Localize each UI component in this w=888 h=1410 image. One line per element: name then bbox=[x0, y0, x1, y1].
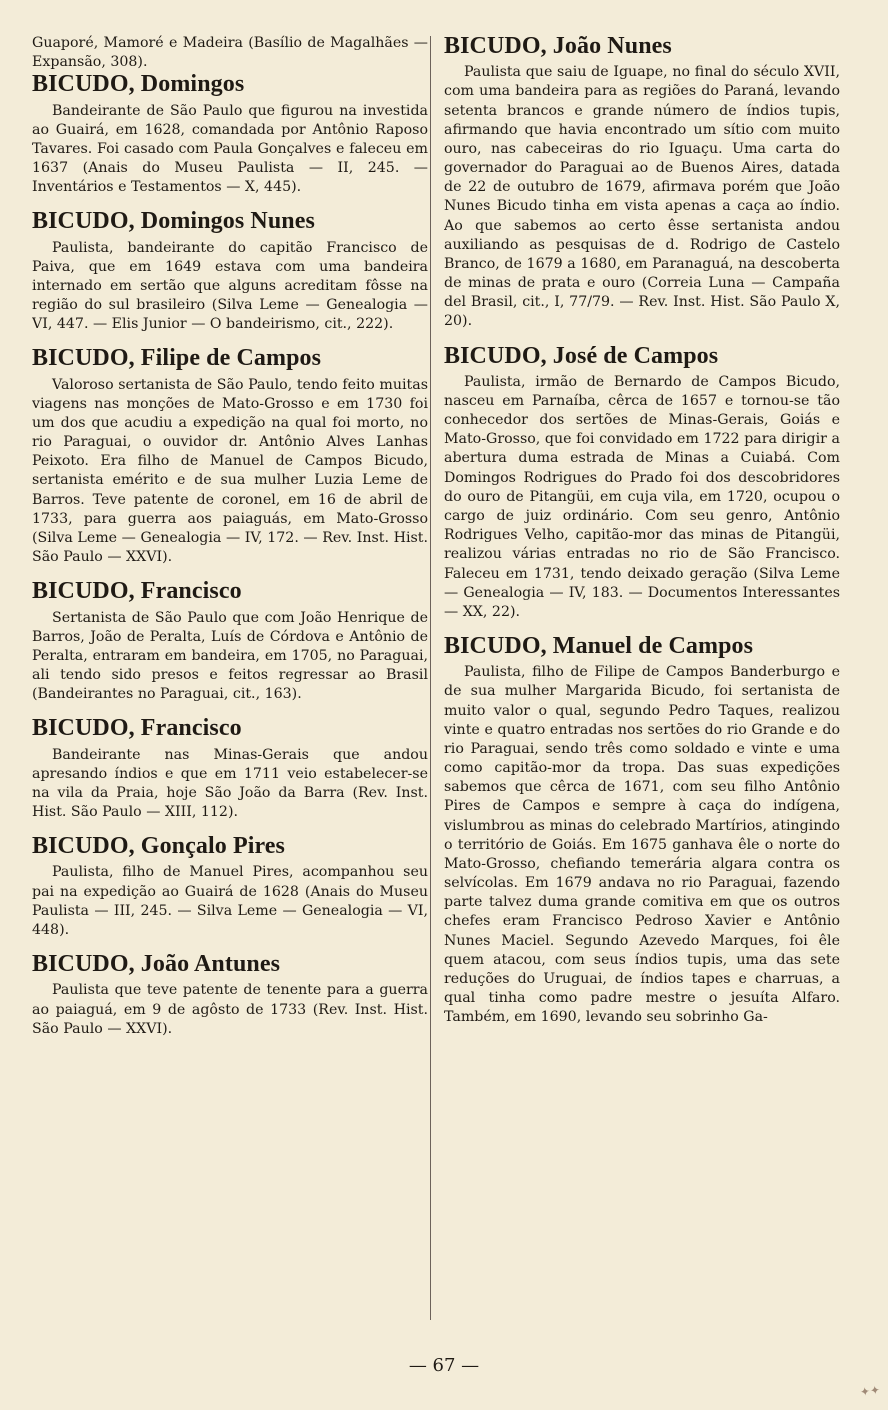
entry-heading: BICUDO, Domingos Nunes bbox=[32, 208, 315, 235]
entry-bicudo-joao-antunes bbox=[32, 952, 428, 1039]
page-footer bbox=[0, 1357, 888, 1375]
entry-text: Paulista, filho de Manuel Pires, acompanhou seu pai na expedição ao Guairá de 1628 (Anais do Museu Paulista — III, 245. — Silva Leme — Genealogia — VI, 448). bbox=[32, 864, 428, 938]
entry-heading: BICUDO, Domingos bbox=[32, 71, 245, 98]
entry-text: Paulista, bandeirante do capitão Francisco de Paiva, que em 1649 estava com uma bandeira internado em sertão que alguns acreditam fôsse na região do sul brasileiro (Silva Leme — Genealogia — VI, 447. — Elis Junior — O bandeirismo, cit., 222). bbox=[32, 239, 428, 333]
entry-bicudo-jose-de-campos bbox=[444, 344, 840, 622]
left-intro-text: Guaporé, Mamoré e Madeira (Basílio de Magalhães — Expansão, 308). bbox=[32, 35, 428, 71]
entry-bicudo-francisco-2 bbox=[32, 716, 428, 822]
entry-bicudo-domingos bbox=[32, 72, 428, 197]
entry-text: Bandeirante de São Paulo que figurou na investida ao Guairá, em 1628, comandada por Antônio Raposo Tavares. Foi casado com Paula Gonçalves e faleceu em 1637 (Anais do Museu Paulista — II, 245. — Inventários e Testamentos — X, 445). bbox=[32, 102, 428, 196]
entry-bicudo-domingos-nunes bbox=[32, 209, 428, 334]
entry-heading: BICUDO, José de Campos bbox=[444, 342, 719, 369]
column-divider bbox=[430, 36, 431, 1320]
entry-heading: BICUDO, Francisco bbox=[32, 715, 242, 742]
left-column bbox=[32, 34, 428, 1324]
right-column bbox=[444, 34, 840, 1324]
entry-bicudo-goncalo-pires bbox=[32, 834, 428, 940]
entry-bicudo-joao-nunes bbox=[444, 34, 840, 332]
entry-heading: BICUDO, Manuel de Campos bbox=[444, 633, 754, 660]
entry-heading: BICUDO, Francisco bbox=[32, 578, 242, 605]
entry-heading: BICUDO, João Antunes bbox=[32, 951, 281, 978]
entry-text: Paulista que saiu de Iguape, no final do século XVII, com uma bandeira para as regiões do Paraná, levando setenta brancos e grande número de índios tupis, afirmando que havia encontrado um sítio com muito ouro, nas cabeceiras do rio Iguaçu. Uma carta do governador do Paraguai ao de Buenos Aires, datada de 22 de outubro de 1679, afirmava porém que João Nunes Bicudo tinha em vista apenas a caça ao índio. Ao que sabemos ao certo êsse sertanista andou auxiliando as pesquisas de d. Rodrigo de Castelo Branco, de 1679 a 1680, em Paranaguá, na descoberta de minas de prata e ouro (Correia Luna — Campaña del Brasil, cit., I, 77/79. — Rev. Inst. Hist. São Paulo X, 20). bbox=[444, 64, 840, 330]
page-number: — 67 — bbox=[408, 1355, 480, 1376]
entry-bicudo-francisco-1 bbox=[32, 579, 428, 704]
entry-heading: BICUDO, Filipe de Campos bbox=[32, 345, 322, 372]
entry-text: Paulista, irmão de Bernardo de Campos Bicudo, nasceu em Parnaíba, cêrca de 1657 e tornou-se tão conhecedor dos sertões de Minas-Gerais, Goiás e Mato-Grosso, que foi convidado em 1722 para dirigir a abertura duma estrada de Minas a Cuiabá. Com Domingos Rodrigues do Prado foi dos descobridores do ouro de Pitangüi, em cuja vila, em 1720, ocupou o cargo de juiz ordinário. Com seu genro, Antônio Rodrigues Velho, capitão-mor das minas de Pitangüi, realizou várias entradas no rio de São Francisco. Faleceu em 1731, tendo deixado geração (Silva Leme — Genealogia — IV, 183. — Documentos Interessantes — XX, 22). bbox=[444, 373, 840, 620]
entry-bicudo-manuel-de-campos bbox=[444, 634, 840, 1027]
corner-mark: ✦✦ bbox=[859, 1382, 881, 1400]
entry-text: Paulista que teve patente de tenente para a guerra ao paiaguá, em 9 de agôsto de 1733 (Rev. Inst. Hist. São Paulo — XXVI). bbox=[32, 982, 428, 1037]
entry-text: Valoroso sertanista de São Paulo, tendo feito muitas viagens nas monções de Mato-Grosso e em 1730 foi um dos que acudiu a expedição na qual foi morto, no rio Paraguai, o ouvidor dr. Antônio Alves Lanhas Peixoto. Era filho de Manuel de Campos Bicudo, sertanista emérito e de sua mulher Luzia Leme de Barros. Teve patente de coronel, em 16 de abril de 1733, para guerra aos paiaguás, em Mato-Grosso (Silva Leme — Genealogia — IV, 172. — Rev. Inst. Hist. São Paulo — XXVI). bbox=[32, 376, 428, 566]
entry-text: Bandeirante nas Minas-Gerais que andou apresando índios e que em 1711 veio estabelecer-se na vila da Praia, hoje São João da Barra (Rev. Inst. Hist. São Paulo — XIII, 112). bbox=[32, 746, 428, 821]
entry-text: Paulista, filho de Filipe de Campos Banderburgo e de sua mulher Margarida Bicudo, foi sertanista de muito valor o qual, segundo Pedro Taques, realizou vinte e quatro entradas nos sertões do rio Grande e do rio Paraguai, sendo três como soldado e vinte e uma como capitão-mor da tropa. Das suas expedições sabemos que cêrca de 1671, com seu filho Antônio Pires de Campos e sempre à caça do indígena, vislumbrou as minas do celebrado Martírios, atingindo o território de Goiás. Em 1675 ganhava êle o norte do Mato-Grosso, chefiando temerária algara contra os selvícolas. Em 1679 andava no rio Paraguai, fazendo parte talvez duma grande comitiva em que os outros chefes eram Francisco Pedroso Xavier e Antônio Nunes Maciel. Segundo Azevedo Marques, foi êle quem atacou, com seus índios tupis, uma das sete reduções do Uruguai, de índios tapes e charruas, a qual tinha como padre mestre o jesuíta Alfaro. Também, em 1690, levando seu sobrinho Ga- bbox=[444, 664, 840, 1026]
entry-text: Sertanista de São Paulo que com João Henrique de Barros, João de Peralta, Luís de Córdova e Antônio de Peralta, entraram em bandeira, em 1705, no Paraguai, ali tendo sido presos e feitos regressar ao Brasil (Bandeirantes no Paraguai, cit., 163). bbox=[32, 609, 428, 703]
entry-bicudo-filipe-de-campos bbox=[32, 346, 428, 567]
entry-heading: BICUDO, Gonçalo Pires bbox=[32, 833, 285, 860]
entry-heading: BICUDO, João Nunes bbox=[444, 34, 672, 59]
